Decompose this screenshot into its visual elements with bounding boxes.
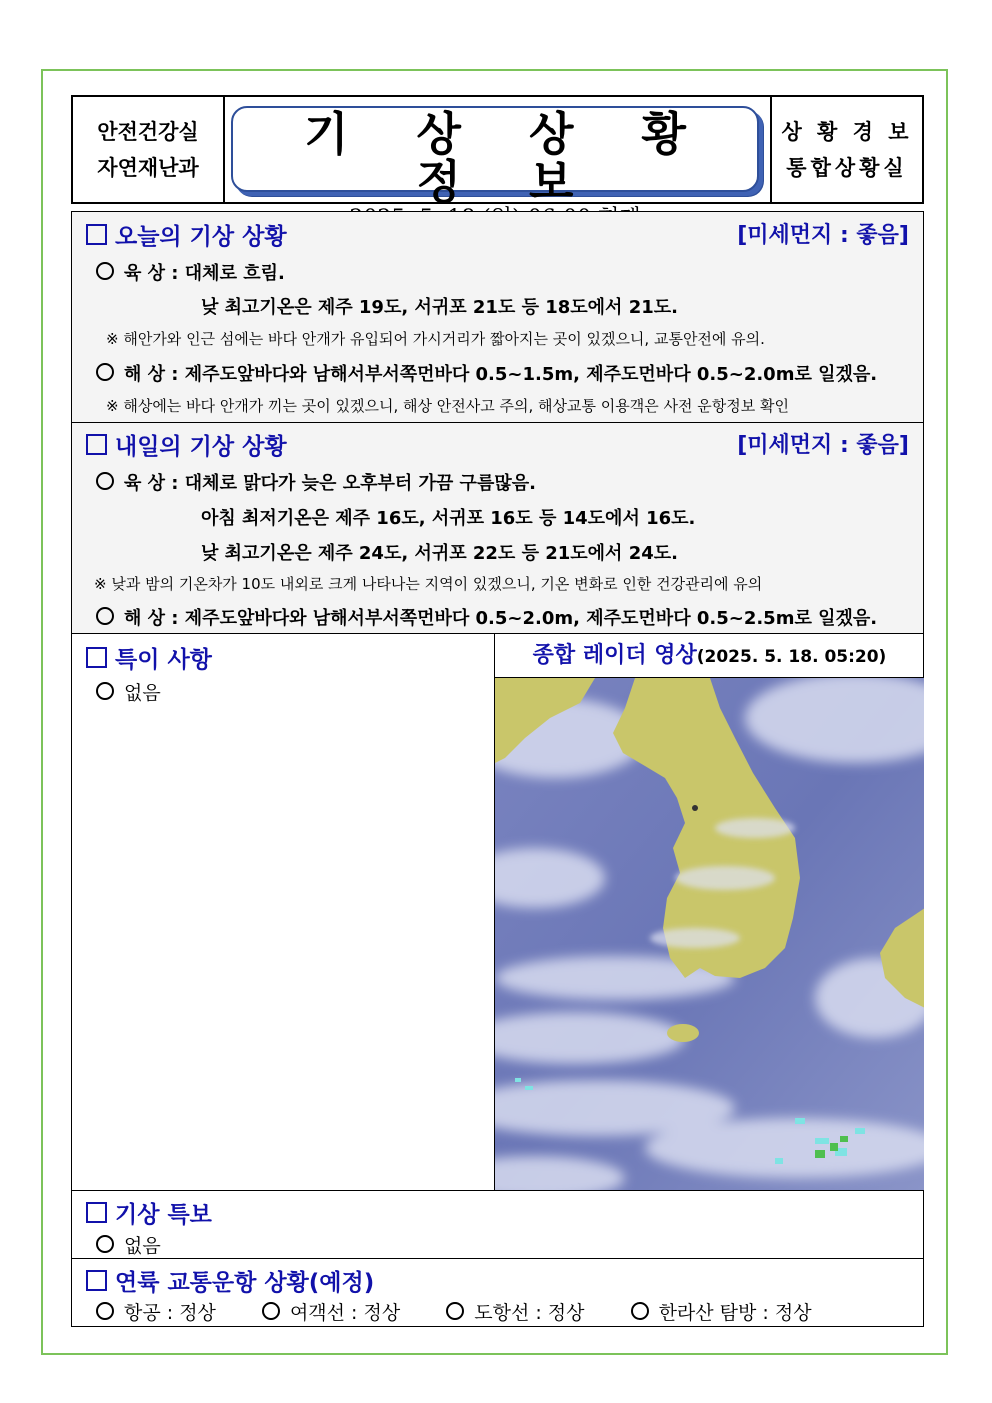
land-jeju: [667, 1024, 699, 1042]
special-item: 없음: [96, 678, 161, 705]
circle-bullet-icon: [96, 363, 114, 381]
today-land-temp: 낮 최고기온은 제주 19도, 서귀포 21도 등 18도에서 21도.: [201, 297, 678, 318]
radar-site-marker: [692, 805, 698, 811]
circle-bullet-icon: [96, 607, 114, 625]
department-line-1: 안전건강실: [97, 119, 199, 144]
tomorrow-land-note: ※ 낮과 밤의 기온차가 10도 내외로 크게 나타나는 지역이 있겠으니, 기온 변화로 인한 건강관리에 유의: [94, 575, 763, 593]
tomorrow-section: [71, 422, 924, 634]
checkbox-icon: [86, 1202, 107, 1223]
warning-heading: 기상 특보: [86, 1196, 212, 1229]
traffic-air: 항공 : 정상: [96, 1298, 216, 1325]
today-land-row: 육 상 : 대체로 흐림.: [96, 259, 285, 285]
circle-bullet-icon: [96, 262, 114, 280]
department-line-2: 자연재난과: [97, 155, 199, 180]
circle-bullet-icon: [96, 682, 114, 700]
checkbox-icon: [86, 1270, 107, 1291]
radar-title: 종합 레이더 영상: [532, 643, 697, 668]
today-land-note: ※ 해안가와 인근 섬에는 바다 안개가 유입되어 가시거리가 짧아지는 곳이 있겠으니, 교통안전에 유의.: [106, 330, 765, 348]
today-sea-row: 해 상 : 제주도앞바다와 남해서부서쪽먼바다 0.5~1.5m, 제주도먼바다 0.5~2.0m로 일겠음.: [96, 360, 877, 386]
tomorrow-max-temp: 낮 최고기온은 제주 24도, 서귀포 22도 등 21도에서 24도.: [201, 543, 678, 564]
tomorrow-min-temp: 아침 최저기온은 제주 16도, 서귀포 16도 등 14도에서 16도.: [201, 508, 696, 529]
special-heading: 특이 사항: [86, 641, 212, 674]
today-sea-note: ※ 해상에는 바다 안개가 끼는 곳이 있겠으니, 해상 안전사고 주의, 해상교통 이용객은 사전 운항정보 확인: [106, 397, 789, 415]
traffic-section: [71, 1258, 924, 1327]
checkbox-icon: [86, 647, 107, 668]
radar-map: [495, 678, 924, 1190]
warning-section: [71, 1190, 924, 1259]
office-line-1: 상 황 경 보: [781, 119, 913, 144]
radar-image: [494, 678, 924, 1190]
today-section: [71, 211, 924, 423]
circle-bullet-icon: [446, 1302, 464, 1320]
warning-item: 없음: [96, 1231, 161, 1258]
report-header: [71, 95, 924, 209]
tomorrow-heading: 내일의 기상 상황: [86, 428, 287, 461]
circle-bullet-icon: [96, 1302, 114, 1320]
traffic-status-list: [96, 1298, 852, 1325]
tomorrow-dust-status: [미세먼지 : 좋음]: [737, 433, 909, 458]
traffic-ferry: 여객선 : 정상: [262, 1298, 400, 1325]
office-block: [770, 97, 922, 202]
checkbox-icon: [86, 434, 107, 455]
traffic-heading: 연륙 교통운항 상황(예정): [86, 1264, 374, 1297]
traffic-hallasan: 한라산 탐방 : 정상: [631, 1298, 812, 1325]
traffic-island-ferry: 도항선 : 정상: [446, 1298, 584, 1325]
department-block: [73, 97, 225, 202]
tomorrow-land-row: 육 상 : 대체로 맑다가 늦은 오후부터 가끔 구름많음.: [96, 469, 536, 495]
circle-bullet-icon: [96, 472, 114, 490]
circle-bullet-icon: [96, 1235, 114, 1253]
today-dust-status: [미세먼지 : 좋음]: [737, 223, 909, 248]
checkbox-icon: [86, 224, 107, 245]
office-line-2: 통합상황실: [786, 155, 908, 180]
tomorrow-sea-row: 해 상 : 제주도앞바다와 남해서부서쪽먼바다 0.5~2.0m, 제주도먼바다 0.5~2.5m로 일겠음.: [96, 604, 877, 630]
radar-header: [494, 634, 924, 678]
circle-bullet-icon: [631, 1302, 649, 1320]
report-title: 기 상 상 황 정 보: [304, 107, 712, 209]
today-heading: 오늘의 기상 상황: [86, 218, 287, 251]
radar-time: (2025. 5. 18. 05:20): [696, 647, 887, 667]
circle-bullet-icon: [262, 1302, 280, 1320]
title-box: [231, 106, 759, 209]
special-radar-section: [71, 633, 924, 1191]
